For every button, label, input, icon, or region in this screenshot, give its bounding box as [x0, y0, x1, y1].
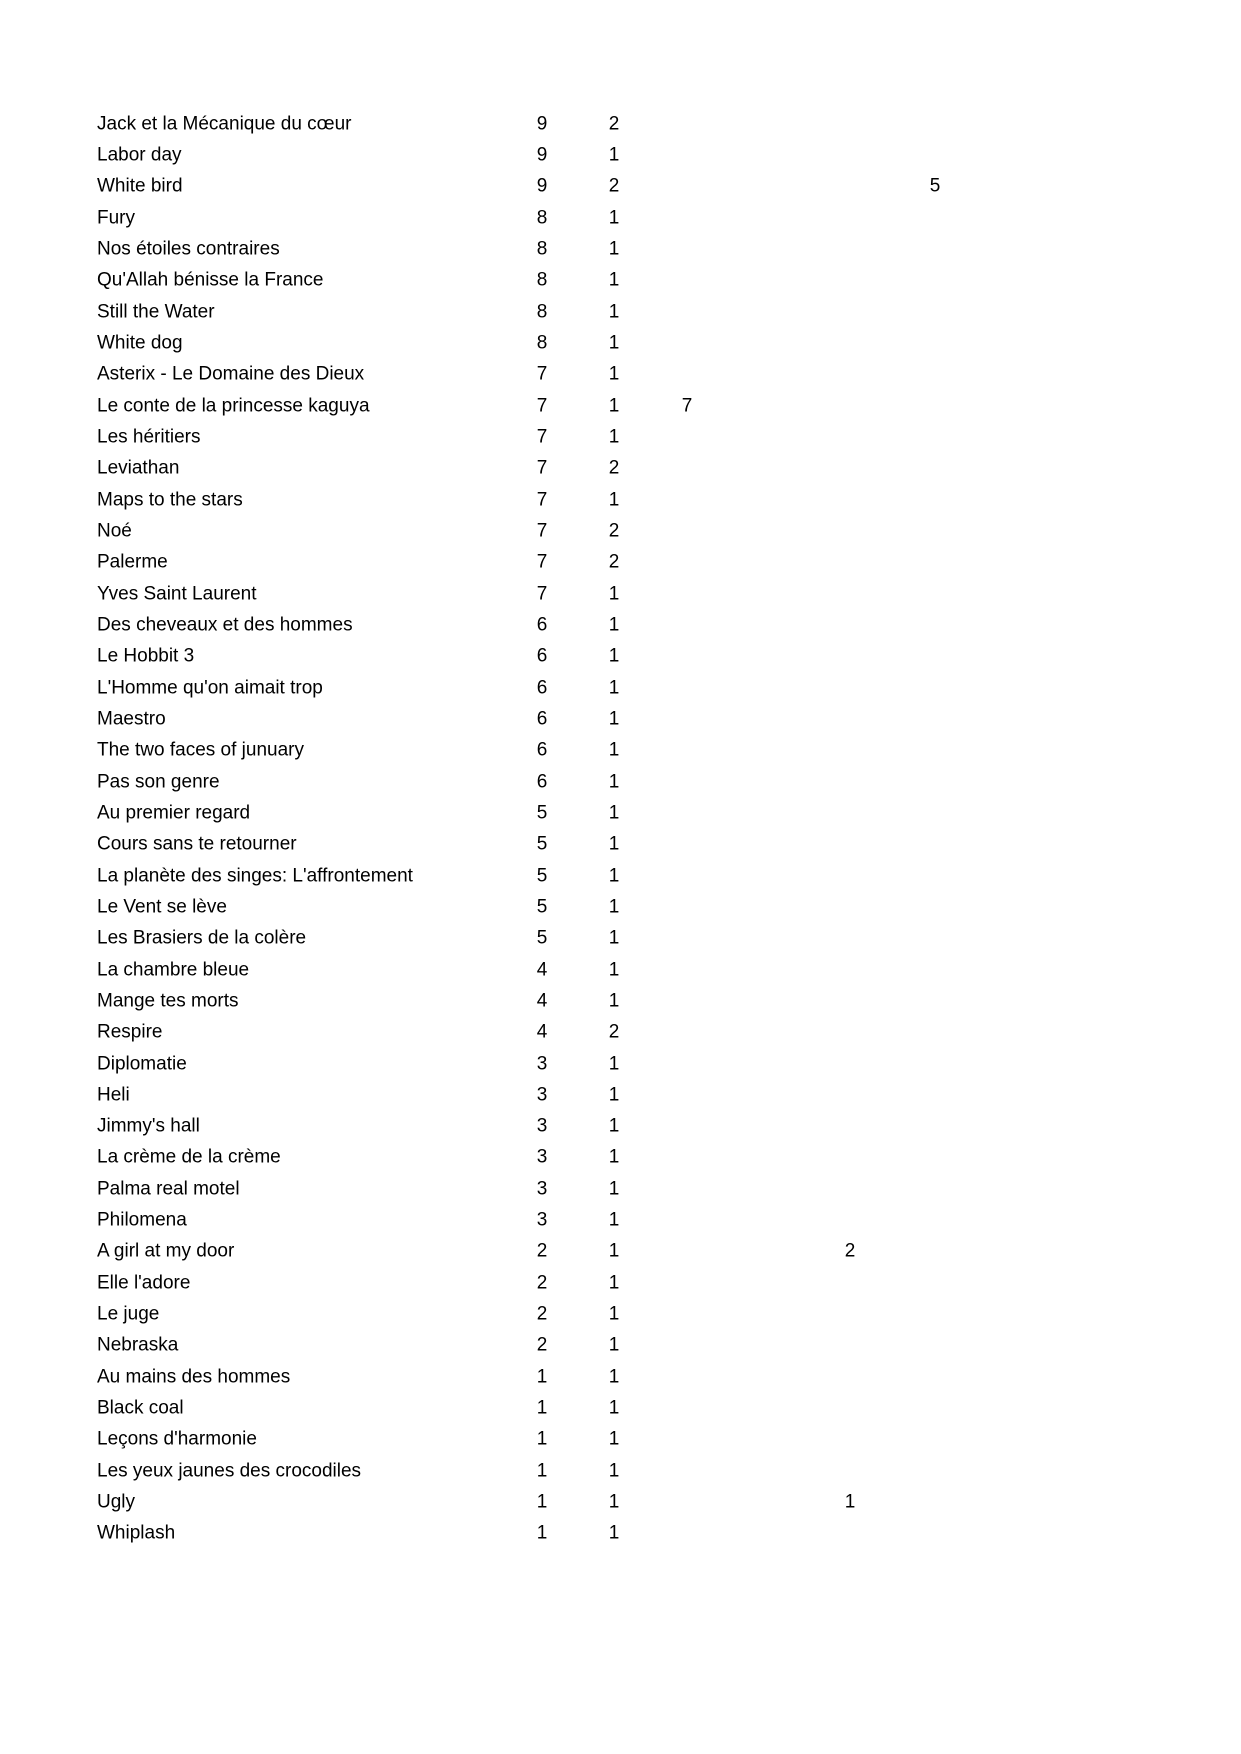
- table-row: [0, 1267, 1241, 1298]
- table-row: [0, 327, 1241, 358]
- value-col-2: 1: [608, 677, 620, 699]
- table-row: [0, 1048, 1241, 1079]
- value-col-2: 1: [608, 1428, 620, 1450]
- table-row: [0, 1204, 1241, 1235]
- movie-title: A girl at my door: [97, 1240, 235, 1262]
- value-col-2: 1: [608, 1115, 620, 1137]
- value-col-2: 1: [608, 802, 620, 824]
- table-row: [0, 578, 1241, 609]
- movie-title: The two faces of junuary: [97, 739, 304, 761]
- value-col-2: 1: [608, 739, 620, 761]
- table-row: [0, 108, 1241, 139]
- movie-title: White dog: [97, 332, 183, 354]
- movie-title: La crème de la crème: [97, 1146, 281, 1168]
- value-col-2: 1: [608, 301, 620, 323]
- value-col-2: 1: [608, 927, 620, 949]
- value-col-1: 5: [536, 802, 548, 824]
- value-col-2: 1: [608, 332, 620, 354]
- table-row: [0, 829, 1241, 860]
- movie-title: Nebraska: [97, 1334, 179, 1356]
- value-col-1: 9: [536, 113, 548, 135]
- movie-title: Qu'Allah bénisse la France: [97, 269, 324, 291]
- value-col-2: 1: [608, 583, 620, 605]
- movie-title: Maps to the stars: [97, 489, 243, 511]
- value-col-1: 5: [536, 896, 548, 918]
- movie-title: Black coal: [97, 1397, 184, 1419]
- value-col-1: 7: [536, 583, 548, 605]
- value-col-2: 1: [608, 144, 620, 166]
- value-col-2: 1: [608, 645, 620, 667]
- value-col-1: 6: [536, 614, 548, 636]
- value-col-2: 1: [608, 1240, 620, 1262]
- value-col-2: 1: [608, 1366, 620, 1388]
- value-col-2: 1: [608, 865, 620, 887]
- movie-ratings-table: [0, 108, 1241, 1549]
- movie-title: Heli: [97, 1084, 130, 1106]
- movie-title: Yves Saint Laurent: [97, 583, 257, 605]
- table-row: [0, 766, 1241, 797]
- table-row: [0, 359, 1241, 390]
- movie-title: Les héritiers: [97, 426, 201, 448]
- value-col-2: 1: [608, 1272, 620, 1294]
- movie-title: Noé: [97, 520, 132, 542]
- table-row: [0, 296, 1241, 327]
- value-col-2: 1: [608, 1397, 620, 1419]
- value-col-1: 1: [536, 1460, 548, 1482]
- table-row: [0, 1518, 1241, 1549]
- movie-title: Fury: [97, 207, 135, 229]
- value-col-1: 6: [536, 645, 548, 667]
- movie-title: Des cheveaux et des hommes: [97, 614, 353, 636]
- value-col-4: 1: [844, 1491, 856, 1513]
- movie-title: Elle l'adore: [97, 1272, 191, 1294]
- value-col-1: 2: [536, 1240, 548, 1262]
- movie-title: Asterix - Le Domaine des Dieux: [97, 363, 365, 385]
- value-col-2: 1: [608, 1491, 620, 1513]
- table-row: [0, 609, 1241, 640]
- value-col-2: 2: [608, 175, 620, 197]
- movie-title: Diplomatie: [97, 1053, 187, 1074]
- value-col-1: 7: [536, 457, 548, 479]
- value-col-1: 1: [536, 1428, 548, 1450]
- table-row: [0, 672, 1241, 703]
- value-col-2: 1: [608, 1303, 620, 1325]
- table-row: [0, 860, 1241, 891]
- value-col-1: 4: [536, 990, 548, 1012]
- value-col-1: 6: [536, 708, 548, 730]
- value-col-1: 8: [536, 207, 548, 229]
- movie-title: Jack et la Mécanique du cœur: [97, 113, 352, 135]
- movie-title: Pas son genre: [97, 771, 220, 793]
- movie-title: Au premier regard: [97, 802, 251, 824]
- movie-title: Leviathan: [97, 457, 180, 479]
- value-col-1: 2: [536, 1272, 548, 1294]
- movie-title: Leçons d'harmonie: [97, 1428, 257, 1450]
- table-row: [0, 1142, 1241, 1173]
- table-row: [0, 547, 1241, 578]
- movie-title: Nos étoiles contraires: [97, 238, 280, 260]
- table-row: [0, 1392, 1241, 1423]
- table-row: [0, 171, 1241, 202]
- table-row: [0, 1298, 1241, 1329]
- value-col-1: 2: [536, 1303, 548, 1325]
- movie-title: Le Hobbit 3: [97, 645, 195, 667]
- table-row: [0, 1486, 1241, 1517]
- value-col-2: 1: [608, 896, 620, 918]
- value-col-1: 5: [536, 927, 548, 949]
- movie-title: Cours sans te retourner: [97, 833, 297, 855]
- table-row: [0, 891, 1241, 922]
- movie-title: Labor day: [97, 144, 182, 166]
- value-col-1: 6: [536, 677, 548, 699]
- value-col-1: 1: [536, 1397, 548, 1419]
- table-row: [0, 453, 1241, 484]
- value-col-2: 1: [608, 238, 620, 260]
- value-col-1: 6: [536, 739, 548, 761]
- movie-title: Respire: [97, 1021, 163, 1043]
- value-col-1: 8: [536, 269, 548, 291]
- value-col-2: 2: [608, 113, 620, 135]
- value-col-2: 1: [608, 363, 620, 385]
- value-col-1: 1: [536, 1522, 548, 1544]
- value-col-2: 1: [608, 708, 620, 730]
- movie-title: Philomena: [97, 1209, 187, 1231]
- movie-title: Palerme: [97, 551, 168, 573]
- movie-title: Whiplash: [97, 1522, 176, 1544]
- movie-title: Les yeux jaunes des crocodiles: [97, 1460, 362, 1482]
- value-col-2: 1: [608, 1334, 620, 1356]
- table-row: [0, 202, 1241, 233]
- movie-title: L'Homme qu'on aimait trop: [97, 677, 323, 699]
- value-col-1: 7: [536, 363, 548, 385]
- value-col-1: 7: [536, 551, 548, 573]
- value-col-1: 3: [536, 1209, 548, 1231]
- table-row: [0, 139, 1241, 170]
- value-col-1: 7: [536, 520, 548, 542]
- value-col-1: 8: [536, 332, 548, 354]
- value-col-1: 5: [536, 865, 548, 887]
- table-row: [0, 484, 1241, 515]
- value-col-2: 1: [608, 1522, 620, 1544]
- value-col-2: 1: [608, 426, 620, 448]
- table-row: [0, 1361, 1241, 1392]
- table-row: [0, 1173, 1241, 1204]
- table-row: [0, 797, 1241, 828]
- value-col-1: 6: [536, 771, 548, 793]
- value-col-3: 7: [681, 395, 693, 417]
- value-col-1: 5: [536, 833, 548, 855]
- value-col-1: 4: [536, 1021, 548, 1043]
- value-col-1: 1: [536, 1491, 548, 1513]
- table-row: [0, 390, 1241, 421]
- value-col-1: 3: [536, 1115, 548, 1137]
- value-col-2: 1: [608, 771, 620, 793]
- table-row: [0, 1455, 1241, 1486]
- value-col-1: 7: [536, 395, 548, 417]
- movie-title: La chambre bleue: [97, 959, 250, 981]
- movie-title: Au mains des hommes: [97, 1366, 291, 1388]
- value-col-2: 1: [608, 833, 620, 855]
- value-col-1: 3: [536, 1178, 548, 1200]
- table-row: [0, 1079, 1241, 1110]
- value-col-1: 7: [536, 489, 548, 511]
- value-col-2: 1: [608, 269, 620, 291]
- table-row: [0, 1017, 1241, 1048]
- table-row: [0, 421, 1241, 452]
- movie-title: Le conte de la princesse kaguya: [97, 395, 370, 417]
- movie-title: Les Brasiers de la colère: [97, 927, 307, 949]
- table-row: [0, 1111, 1241, 1142]
- value-col-2: 2: [608, 520, 620, 542]
- value-col-1: 4: [536, 959, 548, 981]
- value-col-2: 1: [608, 1053, 620, 1074]
- value-col-1: 1: [536, 1366, 548, 1388]
- movie-title: Still the Water: [97, 301, 215, 323]
- movie-title: Ugly: [97, 1491, 136, 1513]
- movie-title: Maestro: [97, 708, 166, 730]
- value-col-2: 1: [608, 489, 620, 511]
- value-col-1: 3: [536, 1053, 548, 1074]
- table-row: [0, 265, 1241, 296]
- movie-title: Le juge: [97, 1303, 160, 1325]
- value-col-1: 3: [536, 1084, 548, 1106]
- value-col-1: 9: [536, 144, 548, 166]
- table-row: [0, 1424, 1241, 1455]
- table-row: [0, 923, 1241, 954]
- value-col-2: 1: [608, 395, 620, 417]
- value-col-2: 1: [608, 1146, 620, 1168]
- value-col-1: 8: [536, 301, 548, 323]
- movie-title: White bird: [97, 175, 183, 197]
- value-col-2: 2: [608, 1021, 620, 1043]
- table-row: [0, 1236, 1241, 1267]
- value-col-2: 1: [608, 1084, 620, 1106]
- value-col-2: 1: [608, 959, 620, 981]
- movie-title: Le Vent se lève: [97, 896, 227, 918]
- table-row: [0, 954, 1241, 985]
- movie-title: Palma real motel: [97, 1178, 240, 1200]
- table-row: [0, 985, 1241, 1016]
- value-col-1: 9: [536, 175, 548, 197]
- table-row: [0, 515, 1241, 546]
- value-col-2: 1: [608, 990, 620, 1012]
- value-col-2: 1: [608, 1460, 620, 1482]
- table-row: [0, 233, 1241, 264]
- movie-title: La planète des singes: L'affrontement: [97, 865, 413, 887]
- value-col-2: 2: [608, 551, 620, 573]
- value-col-2: 1: [608, 207, 620, 229]
- table-row: [0, 1330, 1241, 1361]
- value-col-1: 2: [536, 1334, 548, 1356]
- value-col-4: 2: [844, 1240, 856, 1262]
- table-row: [0, 703, 1241, 734]
- value-col-2: 1: [608, 1178, 620, 1200]
- table-row: [0, 735, 1241, 766]
- table-row: [0, 641, 1241, 672]
- value-col-1: 3: [536, 1146, 548, 1168]
- value-col-2: 1: [608, 1209, 620, 1231]
- value-col-1: 8: [536, 238, 548, 260]
- value-col-2: 1: [608, 614, 620, 636]
- value-col-2: 2: [608, 457, 620, 479]
- value-col-5: 5: [929, 175, 941, 197]
- movie-title: Mange tes morts: [97, 990, 239, 1012]
- value-col-1: 7: [536, 426, 548, 448]
- movie-title: Jimmy's hall: [97, 1115, 200, 1137]
